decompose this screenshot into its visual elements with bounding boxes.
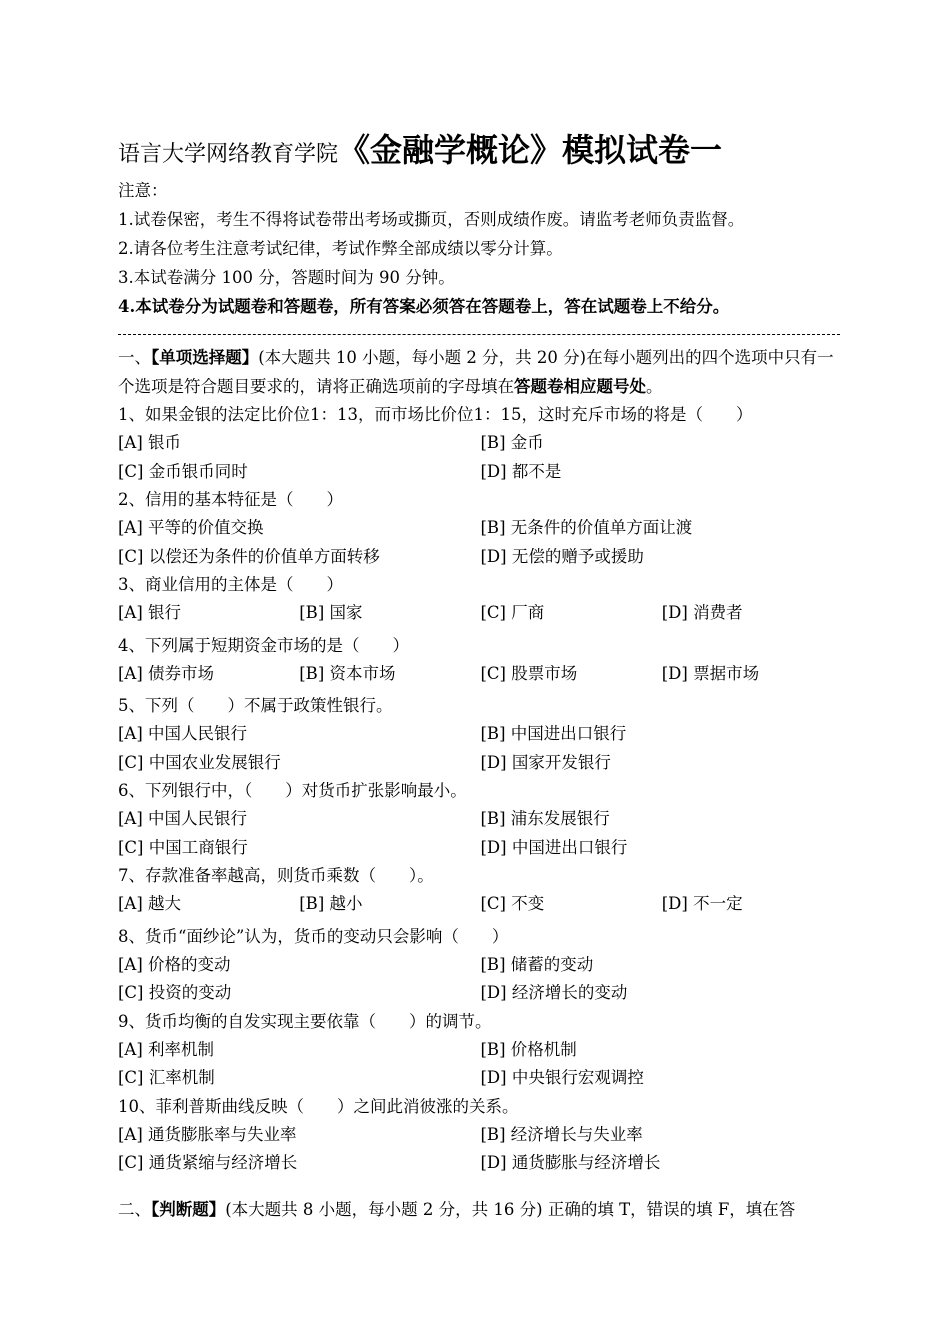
notice-block <box>118 176 843 321</box>
answer-option: [B] 浦东发展银行 <box>480 809 610 828</box>
notice-item: 2.请各位考生注意考试纪律，考试作弊全部成绩以零分计算。 <box>118 239 563 258</box>
answer-option: [B] 越小 <box>299 894 363 913</box>
section-emphasis: 答题卷相应题号处 <box>514 377 646 396</box>
answer-option: [B] 储蓄的变动 <box>480 954 594 974</box>
question-stem: 5、下列（ ）不属于政策性银行。 <box>118 696 393 715</box>
answer-option: [D] 都不是 <box>480 461 562 481</box>
exam-title <box>118 128 722 178</box>
answer-option: [C] 金币银币同时 <box>118 461 248 481</box>
answer-option: [B] 金币 <box>480 433 544 452</box>
option-row <box>118 599 843 628</box>
option-row <box>118 979 843 1008</box>
question-list <box>118 401 843 1178</box>
section-label: 【判断题】 <box>151 1200 226 1219</box>
option-row <box>118 834 843 863</box>
question-stem: 6、下列银行中，（ ）对货币扩张影响最小。 <box>118 781 467 800</box>
answer-option: [D] 通货膨胀与经济增长 <box>480 1153 661 1172</box>
option-row <box>118 890 843 919</box>
answer-option: [D] 中国进出口银行 <box>480 837 628 857</box>
section-description: (本大题共 8 小题，每小题 2 分，共 16 分) 正确的填 T，错误的填 F，填在答 <box>225 1200 796 1219</box>
section-description: (本大题共 10 小题，每小题 2 分，共 20 分)在每小题列出的四个选项中只有一个选项是符合题目要求的，请将正确选项前的字母填在 <box>118 348 834 396</box>
answer-option: [C] 中国工商银行 <box>118 837 248 857</box>
answer-option: [A] 中国人民银行 <box>118 809 248 828</box>
answer-option: [B] 价格机制 <box>480 1039 577 1059</box>
answer-option: [A] 银币 <box>118 433 182 452</box>
option-row <box>118 1121 843 1150</box>
answer-option: [D] 中央银行宏观调控 <box>480 1068 644 1087</box>
answer-option: [B] 资本市场 <box>299 663 396 683</box>
answer-option: [D] 无偿的赠予或援助 <box>480 546 644 566</box>
answer-option: [A] 通货膨胀率与失业率 <box>118 1124 297 1144</box>
question-stem: 2、信用的基本特征是（ ） <box>118 490 343 509</box>
section-heading-single-choice <box>118 343 840 401</box>
answer-option: [A] 利率机制 <box>118 1039 215 1059</box>
option-row <box>118 660 843 689</box>
question-stem: 4、下列属于短期资金市场的是（ ） <box>118 635 409 655</box>
course-title: 《金融学概论》模拟试卷一 <box>338 131 723 169</box>
section-number: 一、 <box>118 348 151 367</box>
question-stem: 3、商业信用的主体是（ ） <box>118 575 343 594</box>
answer-option: [C] 中国农业发展银行 <box>118 752 281 772</box>
answer-option: [D] 不一定 <box>661 894 743 913</box>
option-row <box>118 805 843 834</box>
dashed-divider <box>118 334 840 335</box>
answer-option: [B] 中国进出口银行 <box>480 724 627 743</box>
institution-name: 语言大学网络教育学院 <box>118 142 339 167</box>
answer-option: [C] 通货紧缩与经济增长 <box>118 1153 298 1172</box>
question-stem: 8、货币“面纱论”认为，货币的变动只会影响（ ） <box>118 926 509 946</box>
option-row <box>118 429 843 458</box>
answer-option: [A] 平等的价值交换 <box>118 518 264 537</box>
answer-option: [B] 国家 <box>299 603 363 622</box>
answer-option: [B] 无条件的价值单方面让渡 <box>480 518 693 537</box>
answer-option: [D] 经济增长的变动 <box>480 983 628 1002</box>
section-heading-true-false <box>118 1195 840 1224</box>
option-row <box>118 720 843 749</box>
section-end: 。 <box>646 377 663 396</box>
answer-option: [A] 中国人民银行 <box>118 724 248 743</box>
answer-option: [C] 不变 <box>480 894 545 913</box>
answer-option: [A] 债券市场 <box>118 663 215 683</box>
answer-option: [D] 国家开发银行 <box>480 752 611 772</box>
option-row <box>118 1036 843 1065</box>
notice-item: 1.试卷保密，考生不得将试卷带出考场或撕页，否则成绩作废。请监考老师负责监督。 <box>118 210 745 229</box>
notice-heading: 注意： <box>118 181 168 200</box>
answer-option: [C] 厂商 <box>480 603 545 622</box>
section-label: 【单项选择题】 <box>151 348 259 367</box>
answer-option: [C] 投资的变动 <box>118 983 232 1002</box>
answer-option: [C] 汇率机制 <box>118 1068 215 1087</box>
answer-option: [A] 越大 <box>118 894 182 913</box>
section-number: 二、 <box>118 1200 151 1219</box>
option-row <box>118 543 843 572</box>
question-stem: 10、菲利普斯曲线反映（ ）之间此消彼涨的关系。 <box>118 1096 519 1116</box>
answer-option: [C] 股票市场 <box>480 663 578 683</box>
answer-option: [B] 经济增长与失业率 <box>480 1124 643 1144</box>
option-row <box>118 951 843 980</box>
question-stem: 1、如果金银的法定比价位1：13，而市场比价位1：15，这时充斥市场的将是（ ） <box>118 405 753 424</box>
option-row <box>118 1149 843 1178</box>
question-stem: 7、存款准备率越高，则货币乘数（ ）。 <box>118 866 434 885</box>
answer-option: [A] 价格的变动 <box>118 954 231 974</box>
notice-item-emphasis: 4.本试卷分为试题卷和答题卷，所有答案必须答在答题卷上，答在试题卷上不给分。 <box>118 297 730 316</box>
option-row <box>118 1064 843 1093</box>
answer-option: [C] 以偿还为条件的价值单方面转移 <box>118 546 380 566</box>
notice-item: 3.本试卷满分 100 分，答题时间为 90 分钟。 <box>118 268 455 287</box>
option-row <box>118 514 843 543</box>
answer-option: [D] 票据市场 <box>661 663 760 683</box>
option-row <box>118 749 843 778</box>
answer-option: [A] 银行 <box>118 603 182 622</box>
question-stem: 9、货币均衡的自发实现主要依靠（ ）的调节。 <box>118 1011 492 1031</box>
option-row <box>118 458 843 487</box>
answer-option: [D] 消费者 <box>661 603 743 622</box>
